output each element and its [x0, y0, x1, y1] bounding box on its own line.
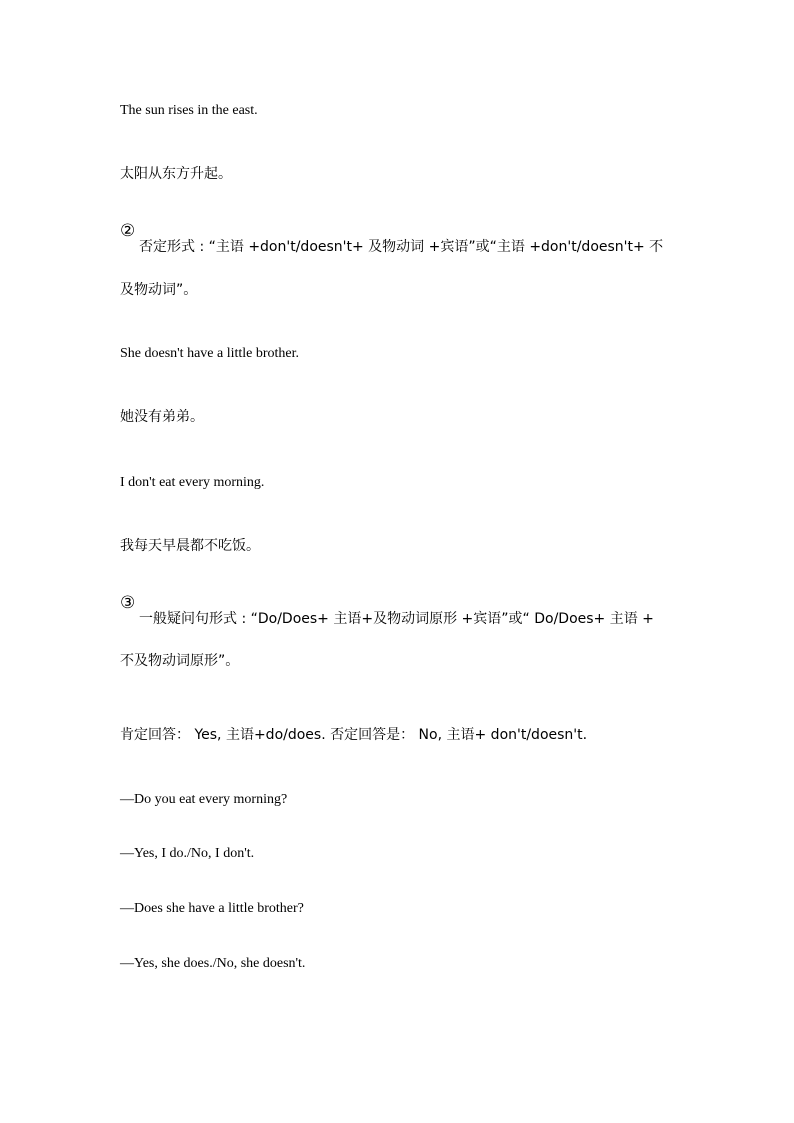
dialogue-line: —Yes, she does./No, she doesn't.	[120, 956, 306, 971]
example-sentence-cn: 太阳从东方升起。	[120, 166, 232, 182]
answer-rule: 肯定回答： Yes, 主语+do/does. 否定回答是： No, 主语+ don't/doesn't.	[120, 727, 588, 743]
question-form-rule: 一般疑问句形式 : “Do/Does+ 主语+及物动词原形 +宾语”或“ Do/Does+ 主语 +	[139, 611, 654, 627]
dialogue-line: —Yes, I do./No, I don't.	[120, 846, 255, 861]
example-sentence-en: The sun rises in the east.	[120, 103, 258, 118]
dialogue-line: —Does she have a little brother?	[120, 901, 304, 916]
negative-form-rule-cont: 及物动词”。	[120, 282, 198, 298]
section-marker-3: ③	[120, 593, 136, 613]
dialogue-line: —Do you eat every morning?	[120, 792, 288, 807]
example-sentence-cn: 她没有弟弟。	[120, 409, 204, 425]
example-sentence-cn: 我每天早晨都不吃饭。	[120, 538, 260, 554]
example-sentence-en: She doesn't have a little brother.	[120, 346, 300, 361]
section-marker-2: ②	[120, 221, 136, 241]
example-sentence-en: I don't eat every morning.	[120, 475, 265, 490]
question-form-rule-cont: 不及物动词原形”。	[120, 653, 240, 669]
negative-form-rule: 否定形式 : “主语 +don't/doesn't+ 及物动词 +宾语”或“主语 +don't/doesn't+ 不	[139, 239, 664, 255]
